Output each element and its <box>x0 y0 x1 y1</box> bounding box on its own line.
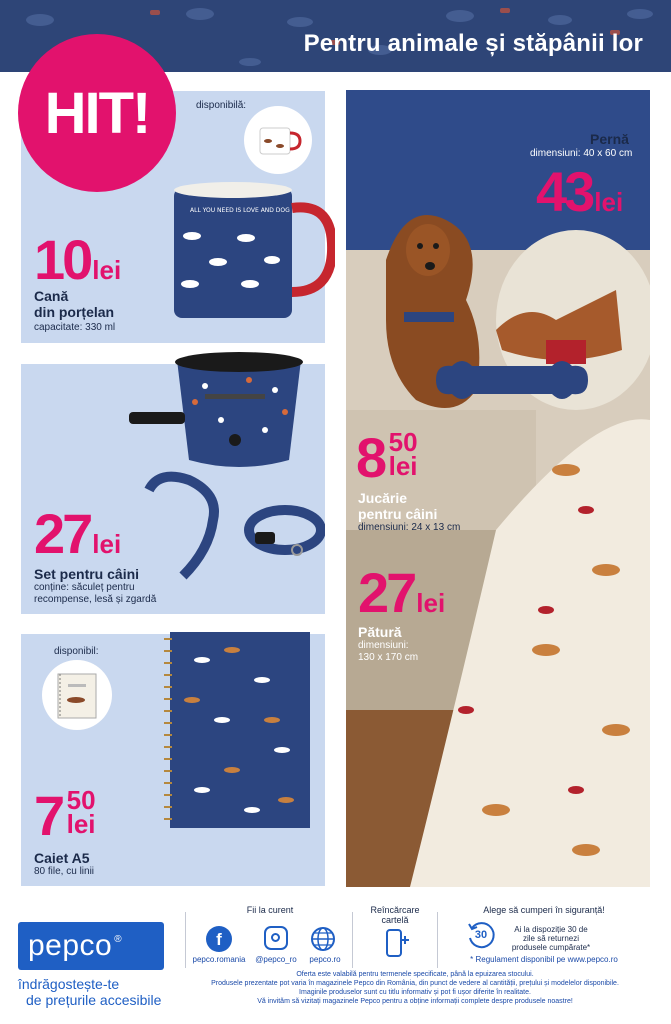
instagram-handle[interactable]: @pepco_ro <box>255 955 297 964</box>
blanket-name: Pătură <box>358 624 402 640</box>
return-days-number: 30 <box>474 929 488 941</box>
mug-name-line1: Cană <box>34 288 69 304</box>
return-text-line1: Ai la dispoziție 30 de <box>514 925 588 934</box>
safe-shopping-label: Alege să cumperi în siguranță! <box>483 905 605 915</box>
dog-set-image <box>125 350 325 580</box>
instagram-icon <box>271 933 280 942</box>
toy-price-dec: 50 <box>388 427 418 457</box>
mug-variant-icon <box>244 106 312 174</box>
blanket-price-int: 27 <box>358 561 415 624</box>
toy-price <box>356 426 418 489</box>
pillow-price-unit: lei <box>594 187 624 217</box>
facebook-link[interactable] <box>206 926 232 952</box>
disclaimer-line2: Produsele prezentate pot varia în magazinele Pepco din România, din punct de vedere al cantității, prețului și modelelor disponibile. <box>211 980 619 987</box>
footer-divider-1 <box>185 912 186 968</box>
mug-name-line2: din porțelan <box>34 304 115 320</box>
dog-set-price <box>34 502 122 565</box>
notebook-variant-thumbnail <box>42 660 112 730</box>
notebook-available-label: disponibil: <box>54 646 99 657</box>
mug-price-int: 10 <box>34 228 91 291</box>
blanket-desc-line1: dimensiuni: <box>358 640 409 651</box>
toy-name-line2: pentru câini <box>358 506 438 522</box>
notebook-price-unit: lei <box>66 809 96 839</box>
blanket-price <box>358 561 446 624</box>
pepco-logo-text: pepco <box>28 929 113 962</box>
notebook-desc: 80 file, cu linii <box>34 866 95 877</box>
tagline-line1: îndrăgostește-te <box>18 976 120 992</box>
instagram-link[interactable] <box>264 926 288 950</box>
dog-set-desc-line1: conține: săculeț pentru <box>34 582 135 593</box>
pillow-price-int: 43 <box>536 160 593 223</box>
dog-set-desc <box>34 582 156 606</box>
notebook-price-dec: 50 <box>66 785 96 815</box>
mug-print-text: ALL YOU NEED IS LOVE AND DOG <box>190 207 290 214</box>
facebook-handle[interactable]: pepco.romania <box>192 955 246 964</box>
mug-desc: capacitate: 330 ml <box>34 322 116 333</box>
blanket-desc <box>358 640 418 664</box>
tagline-line2: de prețurile accesibile <box>26 992 162 1008</box>
notebook-variant-icon <box>42 660 112 730</box>
follow-label: Fii la curent <box>246 905 294 915</box>
phone-recharge-icon[interactable] <box>384 928 410 958</box>
disclaimer-line3: Imaginile produselor sunt cu titlu informativ și pot fi ușor diferite în realitate. <box>299 989 531 996</box>
toy-price-unit: lei <box>388 451 418 481</box>
notebook-image <box>162 630 314 830</box>
notebook-price-int: 7 <box>34 784 63 847</box>
recharge-label <box>356 905 434 925</box>
pepco-logo[interactable] <box>18 922 164 970</box>
mug-name <box>34 288 114 320</box>
dog-set-desc-line2: recompense, lesă și zgardă <box>34 594 157 605</box>
return-text-line2: zile să returnezi <box>522 934 580 943</box>
recharge-label-line1: Reîncărcare <box>370 905 420 915</box>
registered-icon: ® <box>114 933 123 945</box>
page-title: Pentru animale și stăpânii lor <box>303 30 643 57</box>
dog-set-price-int: 27 <box>34 502 91 565</box>
toy-name-line1: Jucărie <box>358 490 408 506</box>
dog-set-price-unit: lei <box>92 529 122 559</box>
blanket-price-unit: lei <box>416 588 446 618</box>
disclaimer-line1: Oferta este valabilă pentru termenele specificate, până la epuizarea stocului. <box>296 971 534 978</box>
toy-name <box>358 490 437 522</box>
notebook-name: Caiet A5 <box>34 850 90 866</box>
mug-image <box>160 180 335 325</box>
recharge-label-line2: cartelă <box>381 915 409 925</box>
pillow-price <box>536 160 624 223</box>
return-policy-text <box>496 925 606 952</box>
toy-price-int: 8 <box>356 426 385 489</box>
facebook-icon: f <box>216 930 222 949</box>
disclaimer-line4: Vă invităm să vizitați magazinele Pepco pentru a obține informații complete despre produsele noastre! <box>257 998 573 1005</box>
mug-price-unit: lei <box>92 255 122 285</box>
mug-variant-thumbnail <box>244 106 312 174</box>
toy-desc: dimensiuni: 24 x 13 cm <box>358 522 461 533</box>
return-text-line3: produsele cumpărate* <box>511 943 591 952</box>
website-link[interactable]: pepco.ro <box>309 955 341 964</box>
mug-price <box>34 228 122 291</box>
footer-divider-2 <box>352 912 353 968</box>
rules-note[interactable]: * Regulament disponibil pe www.pepco.ro <box>470 955 618 964</box>
notebook-price <box>34 784 96 847</box>
footer-divider-3 <box>437 912 438 968</box>
dog-set-name: Set pentru câini <box>34 566 140 582</box>
globe-icon[interactable] <box>310 926 336 952</box>
pillow-name: Pernă <box>590 131 629 147</box>
pillow-desc: dimensiuni: 40 x 60 cm <box>530 148 633 159</box>
mug-available-label: disponibilă: <box>196 100 247 111</box>
hit-badge: HIT! <box>18 34 176 192</box>
tagline <box>18 976 161 1008</box>
legal-disclaimer <box>180 970 650 1006</box>
blanket-desc-line2: 130 x 170 cm <box>358 652 419 663</box>
